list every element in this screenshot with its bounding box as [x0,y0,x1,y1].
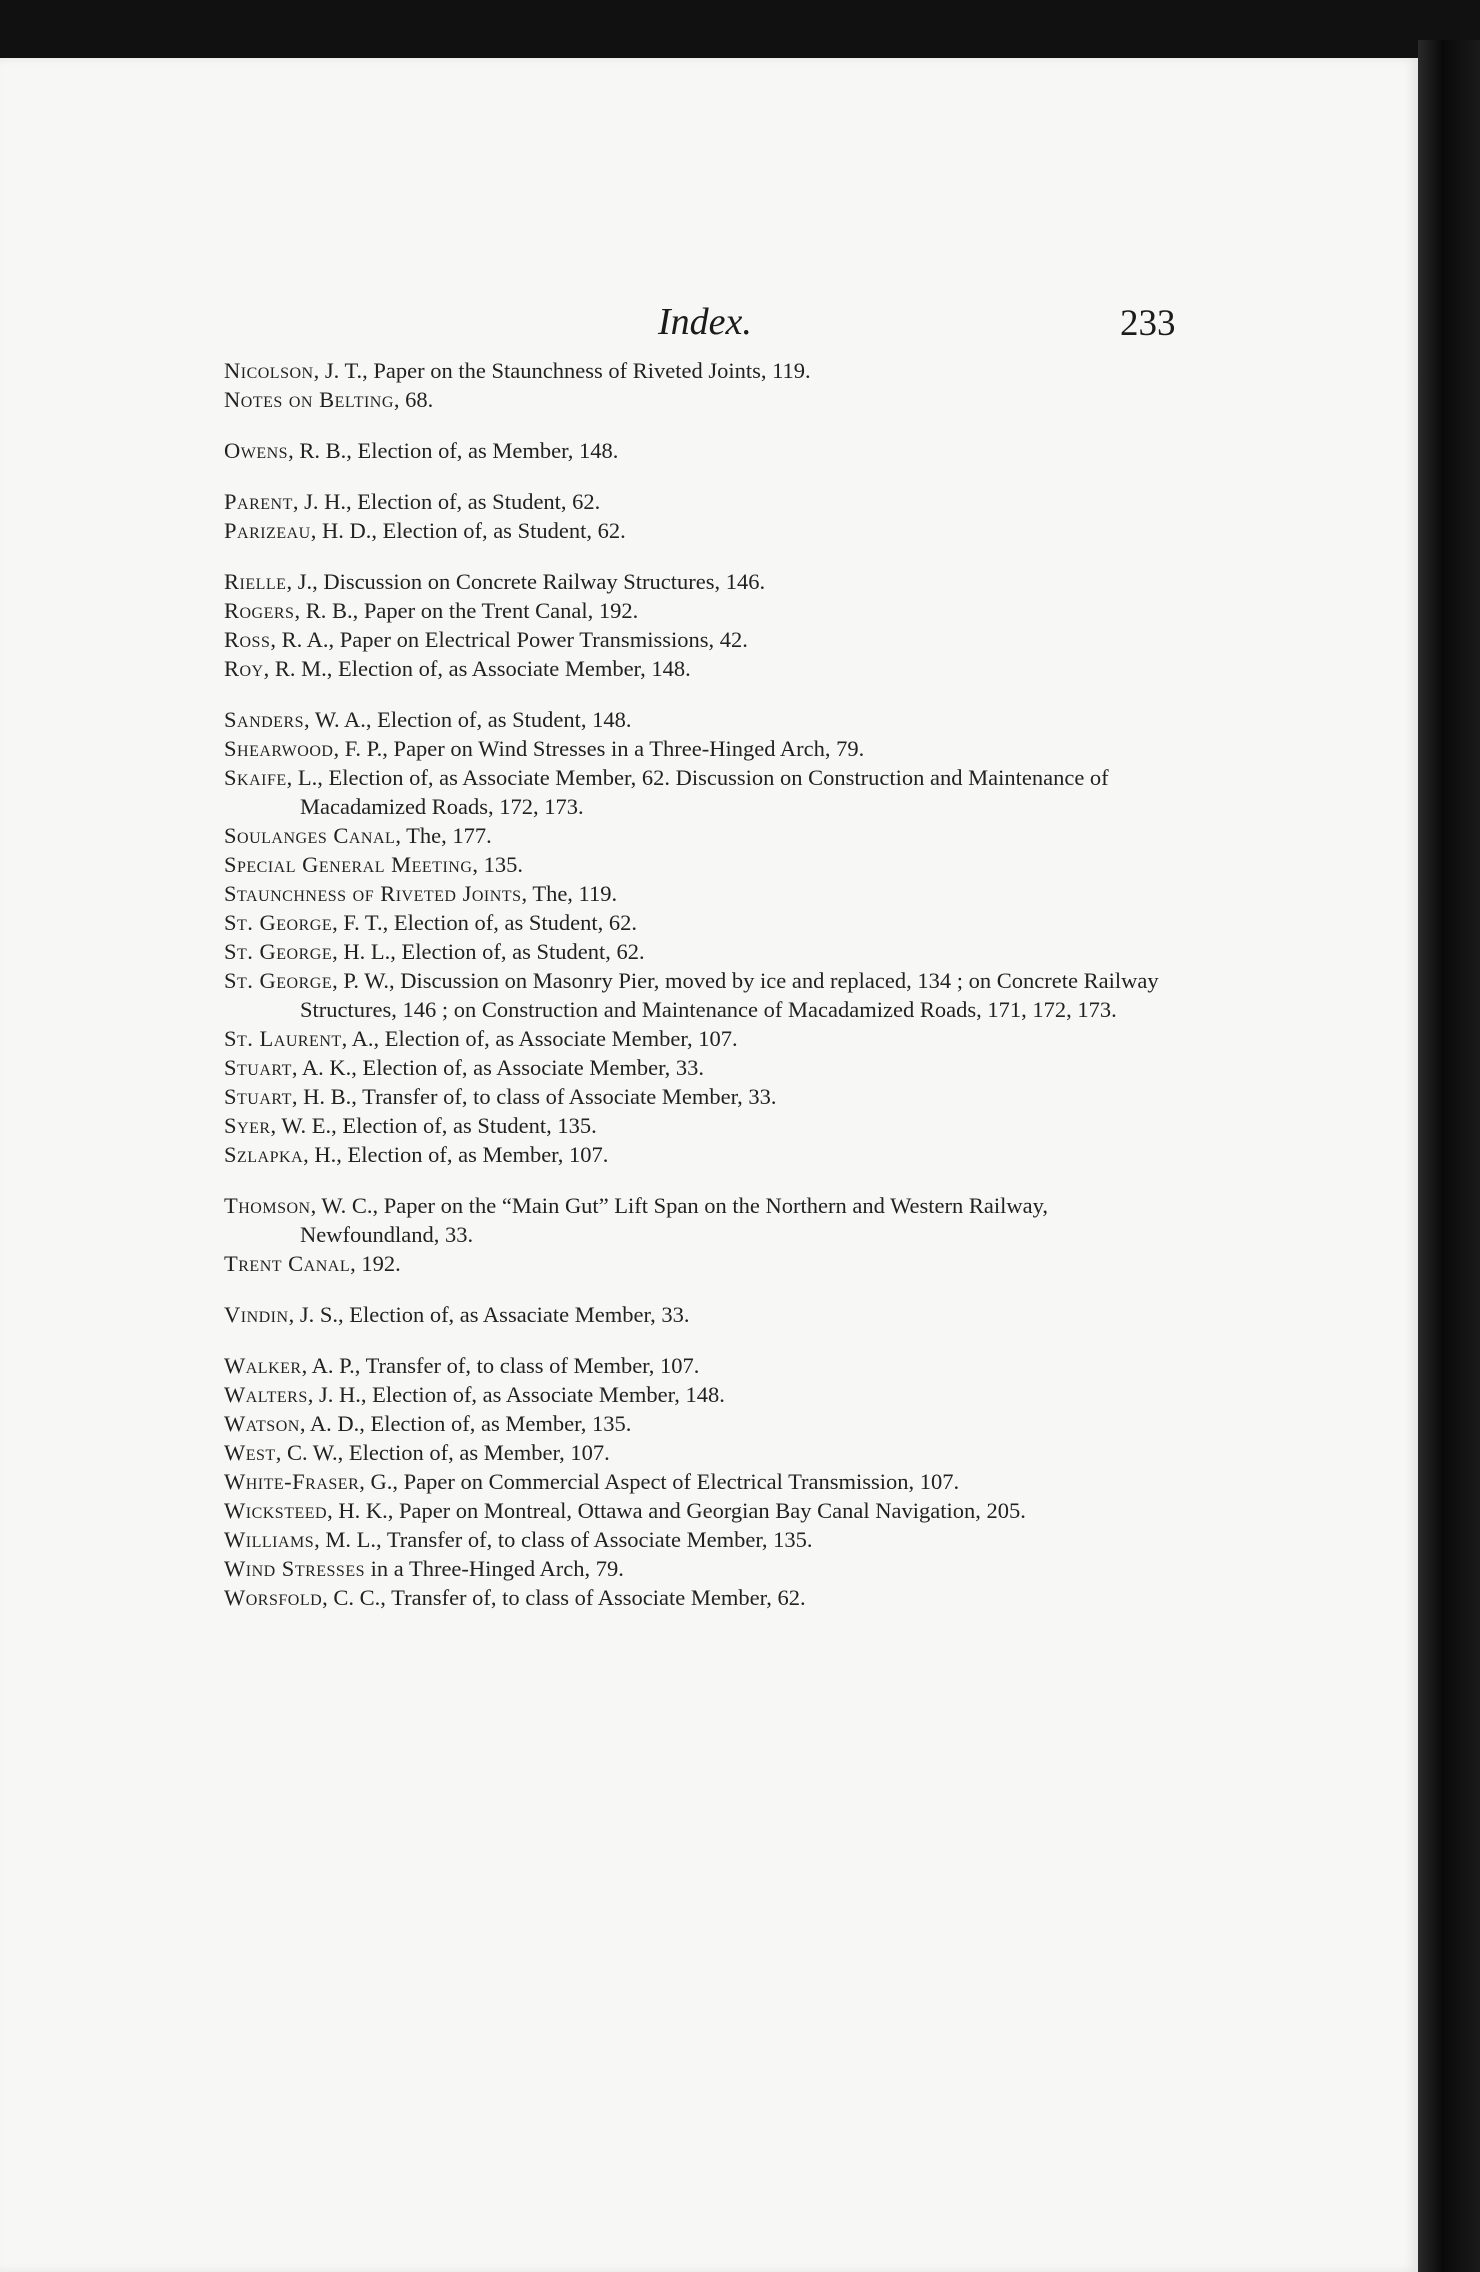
index-entry [224,487,1184,516]
index-entry [224,1024,1184,1053]
book-spine-edge [1418,40,1480,2272]
index-entry-heading: Parizeau [224,518,311,543]
index-entry-heading: Rielle [224,569,287,594]
index-entry-text: in a Three-Hinged Arch, 79. [365,1556,624,1581]
index-entry-text: , J. T., Paper on the Staunchness of Riveted Joints, 119. [313,358,811,383]
index-entry-text: , A. D., Election of, as Member, 135. [299,1411,632,1436]
index-entry-text: , A. K., Election of, as Associate Member, 33. [291,1055,705,1080]
index-entry-heading: Staunchness of Riveted Joints [224,881,522,906]
index-entry-heading: Thomson [224,1193,311,1218]
index-entry-heading: Walters [224,1382,308,1407]
index-entry-heading: West [224,1440,276,1465]
index-letter-group [224,356,1184,414]
index-entry-text: , 135. [472,852,524,877]
index-entry-heading: Rogers [224,598,295,623]
index-entry [224,1082,1184,1111]
index-entry-heading: Williams [224,1527,315,1552]
index-entry-text: , H. K., Paper on Montreal, Ottawa and Georgian Bay Canal Navigation, 205. [327,1498,1026,1523]
index-entry [224,1496,1184,1525]
index-entry-text: , 68. [393,387,434,412]
index-letter-group [224,1191,1184,1278]
index-entry [224,1300,1184,1329]
index-entry-text: , H. L., Election of, as Student, 62. [332,939,645,964]
index-entry-heading: Syer [224,1113,271,1138]
index-entry-heading: White-Fraser [224,1469,360,1494]
index-entry-heading: Watson [224,1411,300,1436]
index-entry-heading: Worsfold [224,1585,323,1610]
index-entry-heading: Sanders [224,707,305,732]
index-entry-heading: St. George [224,910,333,935]
index-entry-text: , J. H., Election of, as Student, 62. [292,489,601,514]
index-entry-text: , The, 177. [395,823,492,848]
index-entry [224,1380,1184,1409]
index-letter-group [224,567,1184,683]
index-entry-text: , J. S., Election of, as Assaciate Member, 33. [288,1302,690,1327]
index-letter-group [224,705,1184,1169]
index-entry-text: , The, 119. [521,881,618,906]
index-entry-text: , F. P., Paper on Wind Stresses in a Three-Hinged Arch, 79. [333,736,865,761]
index-entry-heading: Nicolson [224,358,314,383]
index-entry-text: , F. T., Election of, as Student, 62. [332,910,637,935]
index-entry-text: , R. B., Paper on the Trent Canal, 192. [294,598,639,623]
index-entry-text: , 192. [350,1251,401,1276]
index-entry [224,356,1184,385]
scan-background [0,0,1480,58]
index-entry [224,879,1184,908]
index-entry-text: , H. D., Election of, as Student, 62. [310,518,626,543]
index-entry-heading: Roy [224,656,264,681]
index-letter-group [224,436,1184,465]
index-entry [224,821,1184,850]
index-entry [224,908,1184,937]
index-entry-heading: St. George [224,968,333,993]
running-head [0,280,1418,344]
index-entry-text: , C. C., Transfer of, to class of Associate Member, 62. [322,1585,806,1610]
index-entry [224,850,1184,879]
running-title: Index. [658,301,752,343]
index-entry-text: , W. E., Election of, as Student, 135. [270,1113,597,1138]
index-entry [224,966,1184,1024]
index-entry [224,1191,1184,1249]
index-entry-text: , P. W., Discussion on Masonry Pier, moved by ice and replaced, 134 ; on Concrete Railway Structures, 146 ; on Construction and Maintenance of Macadamized Roads, 171, 172, 173. [300,968,1159,1022]
index-entry-heading: St. George [224,939,333,964]
index-entry-text: , H. B., Transfer of, to class of Associate Member, 33. [291,1084,777,1109]
index-entry [224,596,1184,625]
index-entry-text: , W. C., Paper on the “Main Gut” Lift Span on the Northern and Western Railway, Newfoundland, 33. [300,1193,1049,1247]
index-entry [224,1583,1184,1612]
index-letter-group [224,487,1184,545]
index-entry-heading: Vindin [224,1302,289,1327]
index-letter-group [224,1351,1184,1612]
index-entry-heading: Soulanges Canal [224,823,396,848]
page-number: 233 [1120,303,1176,344]
index-entry [224,654,1184,683]
index-entry-heading: Notes on Belting [224,387,394,412]
index-entry-text: , A. P., Transfer of, to class of Member, 107. [301,1353,700,1378]
index-entry-heading: Trent Canal [224,1251,351,1276]
index-entry-text: , C. W., Election of, as Member, 107. [275,1440,610,1465]
index-entry [224,1467,1184,1496]
index-entry [224,625,1184,654]
index-entry [224,1249,1184,1278]
index-entry-text: , J. H., Election of, as Associate Member, 148. [307,1382,725,1407]
index-entry [224,516,1184,545]
index-entry [224,1111,1184,1140]
index-entry-text: , R. M., Election of, as Associate Member, 148. [263,656,691,681]
index-entry-text: , H., Election of, as Member, 107. [303,1142,609,1167]
index-entry-heading: Szlapka [224,1142,304,1167]
index-entry [224,567,1184,596]
index-entry-heading: Walker [224,1353,302,1378]
index-entry-heading: Special General Meeting [224,852,473,877]
index-entry-heading: Owens [224,438,289,463]
index-entry [224,705,1184,734]
index-entry-text: , A., Election of, as Associate Member, 107. [341,1026,738,1051]
index-entry-heading: Skaife [224,765,287,790]
index-entry-heading: Stuart [224,1084,292,1109]
index-entry-heading: Wickstеed [224,1498,328,1523]
index-entry [224,1351,1184,1380]
index-letter-group [224,1300,1184,1329]
index-entry [224,1525,1184,1554]
index-entry [224,763,1184,821]
index-entry [224,385,1184,414]
index-entry-text: , M. L., Transfer of, to class of Associate Member, 135. [314,1527,813,1552]
index-entry-heading: Stuart [224,1055,292,1080]
index-entries [224,356,1184,1634]
index-entry-heading: Ross [224,627,271,652]
index-entry-text: , R. B., Election of, as Member, 148. [288,438,619,463]
index-entry [224,1053,1184,1082]
index-entry [224,734,1184,763]
index-entry-text: , L., Election of, as Associate Member, 62. Discussion on Construction and Maintenance of Macadamized Roads, 172, 173. [286,765,1109,819]
index-entry [224,1409,1184,1438]
index-entry-heading: Parent [224,489,293,514]
index-entry [224,1554,1184,1583]
index-entry [224,436,1184,465]
index-entry-text: , J., Discussion on Concrete Railway Structures, 146. [286,569,766,594]
index-entry [224,1438,1184,1467]
index-entry-heading: Wind Stresses [224,1556,365,1581]
index-entry-heading: St. Laurent [224,1026,342,1051]
index-entry-text: , R. A., Paper on Electrical Power Transmissions, 42. [270,627,748,652]
index-entry [224,937,1184,966]
index-entry-text: , G., Paper on Commercial Aspect of Electrical Transmission, 107. [359,1469,960,1494]
index-entry-text: , W. A., Election of, as Student, 148. [304,707,632,732]
index-entry-heading: Shearwood [224,736,334,761]
index-entry [224,1140,1184,1169]
